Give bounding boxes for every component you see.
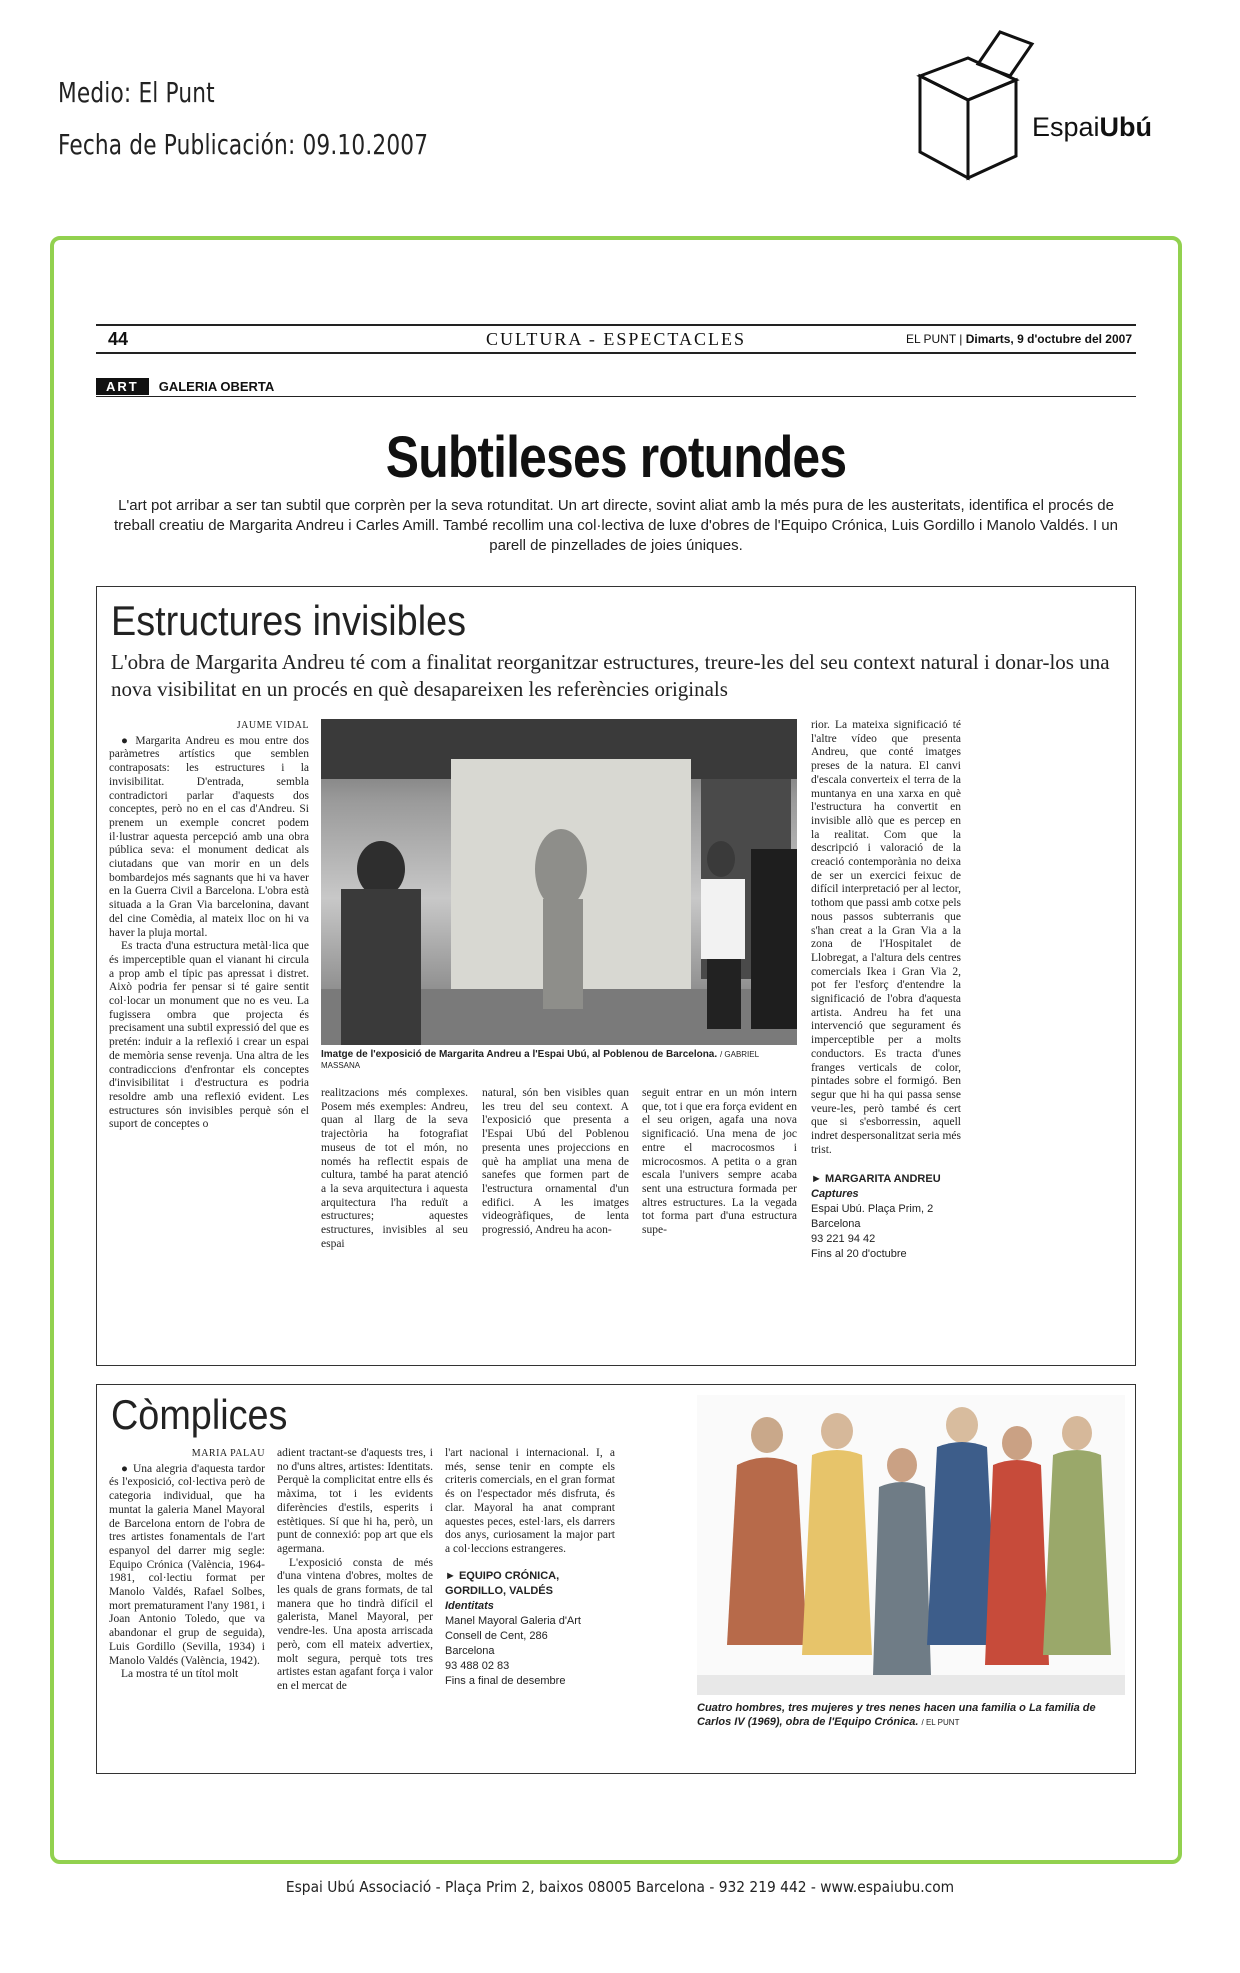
exhibition-photo (321, 719, 797, 1045)
article-column: natural, són ben visibles quan les treu del seu context. A l'exposició que presenta a l'Espai Ubú del Poblenou presenta unes projeccions en què ha ampliat una mena de sanefes que formen part de l'estructura ornamental d'un edifici. A les imatges videogràfiques, de lenta progressió, Andreu ha acon- (482, 1087, 629, 1237)
byline: MARIA PALAU (191, 1448, 265, 1459)
article-column: JAUME VIDAL ● Margarita Andreu es mou entre dos paràmetres artístics que semblen contraposats: les estructures i la invisibilitat. D'entrada, sembla contradictori parlar d'aquests dos conceptes, però no en el cas d'Andreu. Si prenem un exemple concret podem il·lustrar aquesta percepció amb una obra pública seva: el monument dedicat als ciutadans que van morir en un dels bombardejos més sagnants que hi va haver en la Guerra Civil a Barcelona. L'obra està situada a la Gran Via barcelonina, davant del cine Comèdia, al mateix lloc on hi va haver la pluja mortal. Es tracta d'una estructura metàl·lica que és imperceptible quan el vianant hi circula a prop amb el típic pas apressat i distret. Això podria fer pensar si té gaire sentit col·locar un monument que no es veu. La fugissera ombra que projecta és precisament una subtil expressió del que es pretén: induir a la reflexió i crear un espai de memòria sense revenja. Una altra de les contradiccions d'enfrontar els conceptes d'invisibilitat i d'estructura es podria resoldre amb una reflexió evident. Les estructures són invisibles perquè són el suport de conceptes o (109, 720, 309, 1131)
lead-paragraph: L'art pot arribar a ser tan subtil que corprèn per la seva rotunditat. Un art directe, sovint aliat amb la més pura de les austeritats, identifica el procés de treball creatiu de Margarita Andreu i Carles Amill. També recollim una col·lectiva de luxe d'obres de l'Equipo Crónica, Luis Gordillo i Manolo Valdés. I un parell de pinzellades de joies úniques. (113, 497, 1118, 554)
artwork-photo (697, 1395, 1125, 1695)
article-column: realitzacions més complexes. Posem més exemples: Andreu, quan al llarg de la seva trajectòria ha fotografiat museus de tot el món, no només ha reflectit espais de cultura, també ha parat atenció a la seva arquitectura i aquesta arquitectura l'ha reduït a estructures; aquestes estructures, invisibles al seu espai (321, 1087, 468, 1250)
byline: JAUME VIDAL (236, 720, 309, 731)
medium-label: Medio: El Punt (58, 76, 215, 109)
publication-date: Fecha de Publicación: 09.10.2007 (58, 128, 429, 161)
artwork-caption: Cuatro hombres, tres mujeres y tres nenes hacen una familia o La familia de Carlos IV (1969), obra de l'Equipo Crónica. / EL PUNT (697, 1702, 1096, 1728)
article-estructures (96, 586, 1136, 1366)
photo-caption: Imatge de l'exposició de Margarita Andreu a l'Espai Ubú, al Poblenou de Barcelona. / GABRIEL MASSANA (321, 1049, 759, 1070)
article-complices (96, 1384, 1136, 1774)
article-title: Còmplices (111, 1391, 288, 1438)
kicker-label: GALERIA OBERTA (158, 378, 275, 394)
article-column: rior. La mateixa significació té l'altre vídeo que presenta Andreu, que conté imatges preses de la natura. El canvi d'escala converteix el terra de la muntanya en una xarxa en què l'estructura ha convertit en invisible allò que es percep en la realitat. Com que la descripció i valoració de la creació contemporània no deixa de ser un exercici feixuc de difícil interpretació per al lector, tothom que passi amb cotxe pels nous passos subterranis que s'han creat a la Gran Via a la zona de l'Hospitalet de Llobregat, a l'altura dels centres comercials Ikea i Gran Via 2, pot fer l'esforç d'entendre la significació de l'obra d'aquesta artista. Andreu ha fet una intervenció que segurament és imperceptible per a molts conductors. Es tracta d'unes franges verticals de color, pintades sobre el formigó. Ben segur que hi ha qui passa sense veure-les, però també és cert que si s'esborressin, aquell indret despersonalitzat seria més trist. ► MARGARITA ANDREU Captures Espai Ubú. Plaça Prim, 2 Barcelona 93 221 94 42 Fins al 20 d'octubre (811, 719, 961, 1260)
section-title: CULTURA - ESPECTACLES (486, 328, 746, 349)
page-number: 44 (108, 328, 129, 349)
article-column: adient tractant-se d'aquests tres, i no d'uns altres, artistes: Identitats. Perquè la complicitat entre ells és màxima, tot i les evidents diferències d'estils, esperits i estètiques. Sí que hi ha, però, un punt de connexió: pop art que els agermana. L'exposició consta de més d'una vintena d'obres, moltes de les quals de grans formats, de tal manera que ho tindrà difícil el galerista, Manel Mayoral, per vendre-les. Una aposta arriscada però, com ell mateix advertiex, molt segura, perquè tots tres artistes estan agafant força i valor en el mercat de (277, 1447, 434, 1692)
article-subtitle: L'obra de Margarita Andreu té com a finalitat reorganitzar estructures, treure-les del seu context natural i donar-los una nova visibilitat en un procés en què desapareixen les referències originals (111, 650, 1110, 701)
exhibition-info: ► MARGARITA ANDREU Captures Espai Ubú. Plaça Prim, 2 Barcelona 93 221 94 42 Fins al 20 d'octubre (811, 1172, 941, 1260)
page-header (96, 324, 1136, 354)
header-date: EL PUNT | Dimarts, 9 d'octubre del 2007 (905, 332, 1132, 346)
kicker-tag: ART (96, 378, 149, 395)
article-column: MARIA PALAU ● Una alegria d'aquesta tardor és l'exposició, col·lectiva però de categoria individual, que ha muntat la galeria Manel Mayoral de Barcelona entorn de l'obra de tres artistes fonamentals de l'art espanyol del darrer mig segle: Equipo Crónica (València, 1964-1981, col·lectiu format per Manolo Valdés, Rafael Solbes, mort prematurament l'any 1981, i Joan Antonio Toledo, que va abandonar el grup de seguida), Luis Gordillo (Sevilla, 1934) i Manolo Valdés (València, 1942). La mostra té un títol molt (109, 1448, 265, 1681)
logo-wordmark: EspaiUbú (1032, 112, 1153, 142)
exhibition-info: ► EQUIPO CRÓNICA, GORDILLO, VALDÉS Identitats Manel Mayoral Galeria d'Art Consell de Cent, 286 Barcelona 93 488 02 83 Fins a final de desembre (445, 1569, 581, 1687)
headline: Subtileses rotundes (385, 425, 847, 490)
section-kicker (96, 376, 1136, 397)
article-title: Estructures invisibles (111, 597, 467, 644)
article-column: l'art nacional i internacional. I, a més, sense tenir en compte els criteris comercials, en el gran format és on l'espectador més disfruta, és clar. Mayoral ha anat comprant aquestes peces, estel·lars, els darrers dos anys, curiosament la major part a col·leccions estrangeres. ► EQUIPO CRÓNICA, GORDILLO, VALDÉS Identitats Manel Mayoral Galeria d'Art Consell de Cent, 286 Barcelona 93 488 02 83 Fins a final de desembre (445, 1447, 615, 1687)
article-column: seguit entrar en un món intern que, tot i que era força evident en el seu origen, agafa una nova significació. Una mena de joc entre el macrocosmos i microcosmos. A petita o a gran escala l'univers sempre acaba sent una estructura formada per altres estructures. La la vegada tot forma part d'una estructura supe- (642, 1087, 797, 1237)
footer-address: Espai Ubú Associació - Plaça Prim 2, baixos 08005 Barcelona - 932 219 442 - www.espaiubu.com (285, 1878, 955, 1896)
espai-ubu-logo-icon (908, 28, 1178, 188)
